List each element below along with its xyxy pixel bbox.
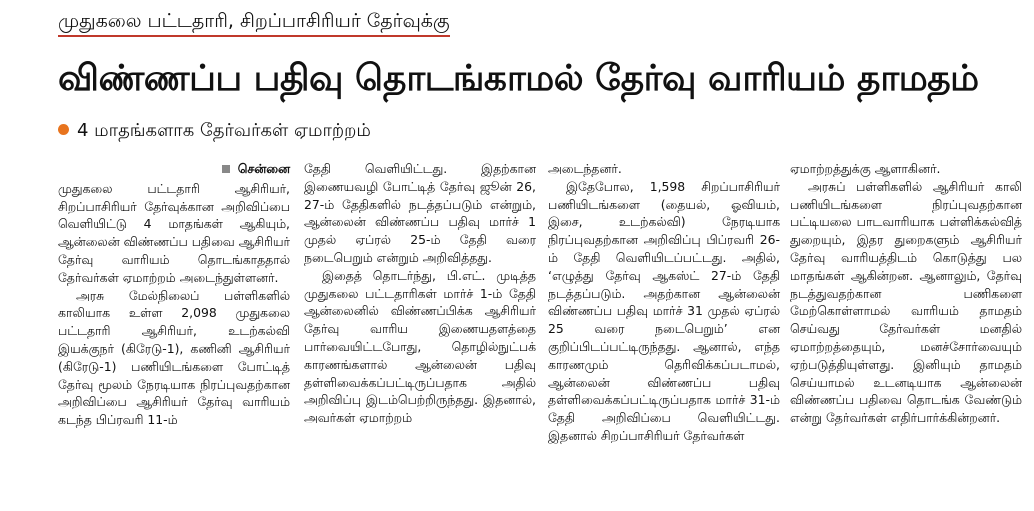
paragraph: தேதி வெளியிட்டது. இதற்கான இணையவழி போட்டித் தேர்வு ஜூன் 26, 27-ம் தேதிகளில் நடத்தப்படும் என்றும், ஆன்லைன் விண்ணப்ப பதிவு மார்ச் 1 முதல் ஏப்ரல் 25-ம் தேதி வரை நடைபெறும் என்றும் அறிவித்தது. [304, 161, 536, 265]
paragraph: முதுகலை பட்டதாரி ஆசிரியர், சிறப்பாசிரியர் தேர்வுக்கான அறிவிப்பை வெளியிட்டு 4 மாதங்கள் ஆகியும், ஆன்லைன் விண்ணப்ப பதிவை ஆசிரியர் தேர்வு வாரியம் தொடங்காததால் தேர்வர்கள் ஏமாற்றம் அடைந்துள்ளனர். [58, 180, 290, 285]
paragraph: அரசு மேல்நிலைப் பள்ளிகளில் காலியாக உள்ள 2,098 முதுகலை பட்டதாரி ஆசிரியர், உடற்கல்வி இயக்குநர் (கிரேடு-1), கணினி ஆசிரியர் (கிரேடு-1) பணியிடங்களை போட்டித் தேர்வு மூலம் நேரடியாக நிரப்புவதற்கான அறிவிப்பை ஆசிரியர் தேர்வு வாரியம் கடந்த பிப்ரவரி 11-ம் [58, 287, 290, 428]
dateline-square-icon [222, 165, 230, 173]
article-column-1 [58, 160, 290, 429]
subheadline [58, 118, 371, 144]
kicker: முதுகலை பட்டதாரி, சிறப்பாசிரியர் தேர்வுக்கு [58, 8, 450, 37]
dateline [58, 160, 290, 178]
paragraph: ஏமாற்றத்துக்கு ஆளாகினர். [790, 161, 941, 176]
paragraph: அடைந்தனர். [548, 161, 622, 176]
article-column-3 [548, 160, 780, 445]
headline: விண்ணப்ப பதிவு தொடங்காமல் தேர்வு வாரியம் தாமதம் [58, 58, 979, 99]
paragraph: அரசுப் பள்ளிகளில் ஆசிரியர் காலி பணியிடங்களை நிரப்புவதற்கான பட்டியலை பாடவாரியாக பள்ளிக்கல்வித் துறையும், இதர துறைகளும் ஆசிரியர் தேர்வு வாரியத்திடம் கொடுத்து பல மாதங்கள் ஆகின்றன. ஆனாலும், தேர்வு நடத்துவதற்கான பணிகளை மேற்கொள்ளாமல் வாரியம் தாமதம் செய்வது தேர்வர்கள் மனதில் ஏமாற்றத்தையும், மனச்சோர்வையும் ஏற்படுத்தியுள்ளது. இனியும் தாமதம் செய்யாமல் உடனடியாக ஆன்லைன் விண்ணப்ப பதிவை தொடங்க வேண்டும் என்று தேர்வர்கள் எதிர்பார்க்கின்றனர். [790, 178, 1022, 426]
paragraph: இதைத் தொடர்ந்து, பி.எட். முடித்த முதுகலை பட்டதாரிகள் மார்ச் 1-ம் தேதி ஆன்லைனில் விண்ணப்பிக்க ஆசிரியர் தேர்வு வாரிய இணையதளத்தை பார்வையிட்டபோது, தொழில்நுட்பக் காரணங்களால் ஆன்லைன் பதிவு தள்ளிவைக்கப்பட்டிருப்பதாக அதில் அறிவிப்பு இடம்பெற்றிருந்தது. இதனால், அவர்கள் ஏமாற்றம் [304, 267, 536, 426]
article-column-2 [304, 160, 536, 427]
subheadline-text: 4 மாதங்களாக தேர்வர்கள் ஏமாற்றம் [77, 120, 371, 141]
bullet-dot-icon [58, 124, 69, 135]
article-column-4 [790, 160, 1022, 427]
paragraph: இதேபோல, 1,598 சிறப்பாசிரியர் பணியிடங்களை (தையல், ஓவியம், இசை, உடற்கல்வி) நேரடியாக நிரப்புவதற்கான அறிவிப்பு பிப்ரவரி 26-ம் தேதி வெளியிடப்பட்டது. அதில், ‘எழுத்து தேர்வு ஆகஸ்ட் 27-ம் தேதி நடத்தப்படும். அதற்கான ஆன்லைன் விண்ணப்ப பதிவு மார்ச் 31 முதல் ஏப்ரல் 25 வரை நடைபெறும்’ என குறிப்பிடப்பட்டிருந்தது. ஆனால், எந்த காரணமும் தெரிவிக்கப்படாமல், ஆன்லைன் விண்ணப்ப பதிவு தள்ளிவைக்கப்பட்டிருப்பதாக மார்ச் 31-ம் தேதி அறிவிப்பை வெளியிட்டது. இதனால் சிறப்பாசிரியர் தேர்வர்கள் [548, 178, 780, 443]
dateline-text: சென்னை [237, 161, 290, 176]
